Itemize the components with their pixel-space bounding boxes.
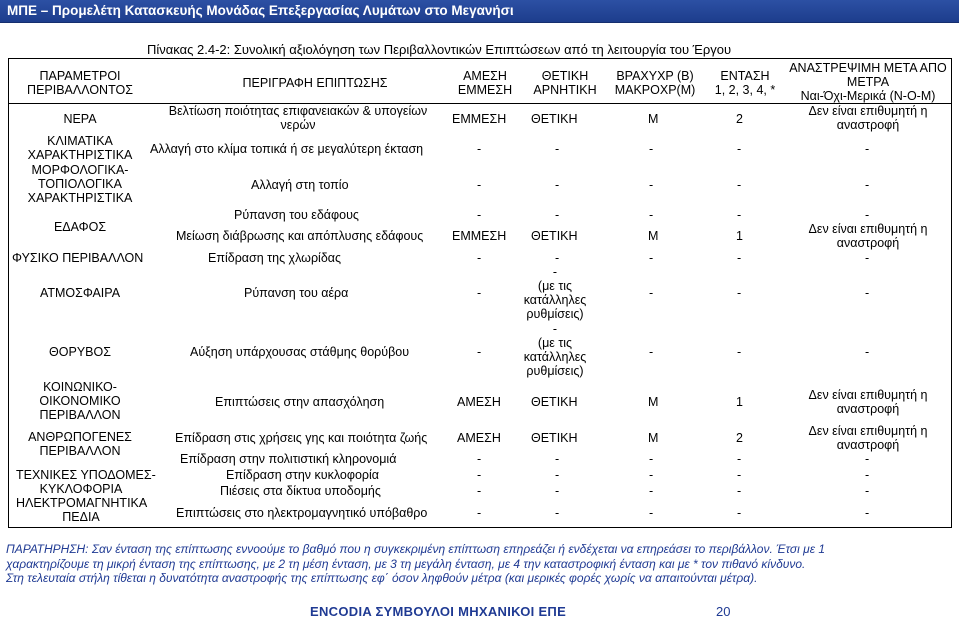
employment-term: Μ bbox=[648, 395, 659, 409]
table-border-top bbox=[8, 58, 952, 59]
air-intensity: - bbox=[737, 286, 742, 300]
flora-intensity: - bbox=[737, 251, 742, 265]
land-use-term: Μ bbox=[648, 431, 659, 445]
header-term: ΒΡΑΧΥΧΡ (Β) ΜΑΚΡΟΧΡ(Μ) bbox=[614, 69, 696, 97]
landscape-direct: - bbox=[477, 178, 482, 192]
soil-pollution-positive: - bbox=[555, 208, 560, 222]
param-natural: ΦΥΣΙΚΟ ΠΕΡΙΒΑΛΛΟΝ bbox=[12, 251, 144, 265]
networks-reversible: - bbox=[865, 484, 870, 498]
traffic-term: - bbox=[649, 468, 654, 482]
employment-direct: ΑΜΕΣΗ bbox=[457, 395, 501, 409]
climate-direct: - bbox=[477, 142, 482, 156]
networks-intensity: - bbox=[737, 484, 742, 498]
water-intensity: 2 bbox=[736, 112, 743, 126]
header-param: ΠΑΡΑΜΕΤΡΟΙ ΠΕΡΙΒΑΛΛΟΝΤΟΣ bbox=[27, 69, 133, 97]
water-term: Μ bbox=[648, 112, 659, 126]
soil-erosion-direct: ΕΜΜΕΣΗ bbox=[452, 229, 507, 243]
page-header bbox=[0, 0, 959, 23]
desc-soil-pollution: Ρύπανση του εδάφους bbox=[234, 208, 359, 222]
desc-water: Βελτίωση ποιότητας επιφανειακών & υπογείων νερών bbox=[168, 104, 428, 132]
noise-intensity: - bbox=[737, 345, 742, 359]
climate-reversible: - bbox=[865, 142, 870, 156]
landscape-reversible: - bbox=[865, 178, 870, 192]
emf-direct: - bbox=[477, 506, 482, 520]
desc-emf: Επιπτώσεις στο ηλεκτρομαγνητικό υπόβαθρο bbox=[176, 506, 428, 520]
traffic-reversible: - bbox=[865, 468, 870, 482]
flora-positive: - bbox=[555, 251, 560, 265]
landscape-term: - bbox=[649, 178, 654, 192]
desc-landscape: Αλλαγή στη τοπίο bbox=[251, 178, 349, 192]
traffic-intensity: - bbox=[737, 468, 742, 482]
soil-pollution-reversible: - bbox=[865, 208, 870, 222]
desc-employment: Επιπτώσεις στην απασχόληση bbox=[215, 395, 385, 409]
desc-climate: Αλλαγή στο κλίμα τοπικά ή σε μεγαλύτερη έκταση bbox=[150, 142, 424, 156]
desc-flora: Επίδραση της χλωρίδας bbox=[208, 251, 342, 265]
heritage-reversible: - bbox=[865, 452, 870, 466]
desc-air: Ρύπανση του αέρα bbox=[244, 286, 349, 300]
air-term: - bbox=[649, 286, 654, 300]
noise-term: - bbox=[649, 345, 654, 359]
table-caption: Πίνακας 2.4-2: Συνολική αξιολόγηση των Περιβαλλοντικών Επιπτώσεων από τη λειτουργία του Έργου bbox=[147, 42, 732, 57]
desc-noise: Αύξηση υπάρχουσας στάθμης θορύβου bbox=[190, 345, 410, 359]
desc-soil-erosion: Μείωση διάβρωσης και απόπλυσης εδάφους bbox=[176, 229, 424, 243]
employment-reversible: Δεν είναι επιθυμητή η αναστροφή bbox=[808, 388, 928, 416]
traffic-positive: - bbox=[555, 468, 560, 482]
employment-positive: ΘΕΤΙΚΗ bbox=[531, 395, 578, 409]
header-positive: ΘΕΤΙΚΗ ΑΡΝΗΤΙΚΗ bbox=[533, 69, 597, 97]
noise-positive: - (με τις κατάλληλες ρυθμίσεις) bbox=[523, 322, 587, 378]
networks-direct: - bbox=[477, 484, 482, 498]
desc-networks: Πιέσεις στα δίκτυα υποδομής bbox=[220, 484, 381, 498]
page-number: 20 bbox=[716, 604, 731, 619]
param-infrastructure: ΤΕΧΝΙΚΕΣ ΥΠΟΔΟΜΕΣ- ΚΥΚΛΟΦΟΡΙΑ ΗΛΕΚΤΡΟΜΑΓΝΗΤΙΚΑ ΠΕΔΙΑ bbox=[16, 468, 156, 524]
desc-traffic: Επίδραση στην κυκλοφορία bbox=[226, 468, 380, 482]
climate-intensity: - bbox=[737, 142, 742, 156]
landscape-intensity: - bbox=[737, 178, 742, 192]
soil-erosion-intensity: 1 bbox=[736, 229, 743, 243]
soil-erosion-positive: ΘΕΤΙΚΗ bbox=[531, 229, 578, 243]
soil-pollution-intensity: - bbox=[737, 208, 742, 222]
employment-intensity: 1 bbox=[736, 395, 743, 409]
climate-positive: - bbox=[555, 142, 560, 156]
header-intensity: ΕΝΤΑΣΗ 1, 2, 3, 4, * bbox=[714, 69, 776, 97]
param-climate: ΚΛΙΜΑΤΙΚΑ ΧΑΡΑΚΤΗΡΙΣΤΙΚΑ bbox=[27, 134, 133, 162]
water-direct: ΕΜΜΕΣΗ bbox=[452, 112, 507, 126]
flora-term: - bbox=[649, 251, 654, 265]
heritage-direct: - bbox=[477, 452, 482, 466]
param-anthropogenic: ΑΝΘΡΩΠΟΓΕΝΕΣ ΠΕΡΙΒΑΛΛΟΝ bbox=[28, 430, 132, 458]
noise-reversible: - bbox=[865, 345, 870, 359]
param-atmosphere: ΑΤΜΟΣΦΑΙΡΑ bbox=[39, 286, 121, 300]
land-use-positive: ΘΕΤΙΚΗ bbox=[531, 431, 578, 445]
flora-reversible: - bbox=[865, 251, 870, 265]
note-line-3: Στη τελευταία στήλη τίθεται η δυνατότητα αναστροφής της επίπτωσης εφ΄ όσον ληφθούν μέτρα (και μερικές φορές χωρίς να απαιτούνται μέτρα). bbox=[6, 571, 758, 585]
table-border-left bbox=[8, 58, 9, 528]
header-reversible: ΑΝΑΣΤΡΕΨΙΜΗ ΜΕΤΑ ΑΠΟ ΜΕΤΡΑ Ναι-Όχι-Μερικά (Ν-Ο-Μ) bbox=[789, 61, 947, 103]
climate-term: - bbox=[649, 142, 654, 156]
traffic-direct: - bbox=[477, 468, 482, 482]
water-positive: ΘΕΤΙΚΗ bbox=[531, 112, 578, 126]
water-reversible: Δεν είναι επιθυμητή η αναστροφή bbox=[808, 104, 928, 132]
note-line-2: χαρακτηρίζουμε τη μικρή ένταση της επίπτωσης, με 2 τη μέση ένταση, με 3 τη μεγάλη ένταση, με 4 την καταστροφική ένταση και με * τον πιθανό κίνδυνο. bbox=[6, 557, 806, 571]
emf-term: - bbox=[649, 506, 654, 520]
param-noise: ΘΟΡΥΒΟΣ bbox=[49, 345, 111, 359]
emf-intensity: - bbox=[737, 506, 742, 520]
air-reversible: - bbox=[865, 286, 870, 300]
air-positive: - (με τις κατάλληλες ρυθμίσεις) bbox=[523, 265, 587, 321]
footer-company: ENCODIA ΣΥΜΒΟΥΛΟΙ ΜΗΧΑΝΙΚΟΙ ΕΠΕ bbox=[310, 604, 567, 619]
heritage-term: - bbox=[649, 452, 654, 466]
header-desc: ΠΕΡΙΓΡΑΦΗ ΕΠΙΠΤΩΣΗΣ bbox=[242, 76, 388, 90]
desc-heritage: Επίδραση στην πολιτιστική κληρονομιά bbox=[180, 452, 397, 466]
emf-positive: - bbox=[555, 506, 560, 520]
land-use-intensity: 2 bbox=[736, 431, 743, 445]
param-socioeconomic: ΚΟΙΝΩΝΙΚΟ- ΟΙΚΟΝΟΜΙΚΟ ΠΕΡΙΒΑΛΛΟΝ bbox=[39, 380, 121, 422]
soil-erosion-term: Μ bbox=[648, 229, 659, 243]
land-use-direct: ΑΜΕΣΗ bbox=[457, 431, 501, 445]
soil-erosion-reversible: Δεν είναι επιθυμητή η αναστροφή bbox=[808, 222, 928, 250]
document-title: ΜΠΕ – Προμελέτη Κατασκευής Μονάδας Επεξεργασίας Λυμάτων στο Μεγανήσι bbox=[7, 3, 514, 18]
air-direct: - bbox=[477, 286, 482, 300]
noise-direct: - bbox=[477, 345, 482, 359]
heritage-positive: - bbox=[555, 452, 560, 466]
param-water: ΝΕΡΑ bbox=[63, 112, 97, 126]
table-border-bottom bbox=[8, 527, 952, 528]
header-direct: ΑΜΕΣΗ ΕΜΜΕΣΗ bbox=[457, 69, 513, 97]
soil-pollution-term: - bbox=[649, 208, 654, 222]
param-morphology: ΜΟΡΦΟΛΟΓΙΚΑ- ΤΟΠΙΟΛΟΓΙΚΑ ΧΑΡΑΚΤΗΡΙΣΤΙΚΑ bbox=[27, 163, 133, 205]
param-soil: ΕΔΑΦΟΣ bbox=[53, 220, 107, 234]
desc-land-use: Επίδραση στις χρήσεις γης και ποιότητα ζωής bbox=[175, 431, 428, 445]
note-line-1: ΠΑΡΑΤΗΡΗΣΗ: Σαν ένταση της επίπτωσης εννοούμε το βαθμό που η συγκεκριμένη επίπτωση επηρεάζει ή ενδέχεται να επηρεάσει το περιβάλλον. Έτσι με 1 bbox=[6, 542, 825, 556]
heritage-intensity: - bbox=[737, 452, 742, 466]
landscape-positive: - bbox=[555, 178, 560, 192]
networks-positive: - bbox=[555, 484, 560, 498]
flora-direct: - bbox=[477, 251, 482, 265]
soil-pollution-direct: - bbox=[477, 208, 482, 222]
land-use-reversible: Δεν είναι επιθυμητή η αναστροφή bbox=[808, 424, 928, 452]
networks-term: - bbox=[649, 484, 654, 498]
emf-reversible: - bbox=[865, 506, 870, 520]
